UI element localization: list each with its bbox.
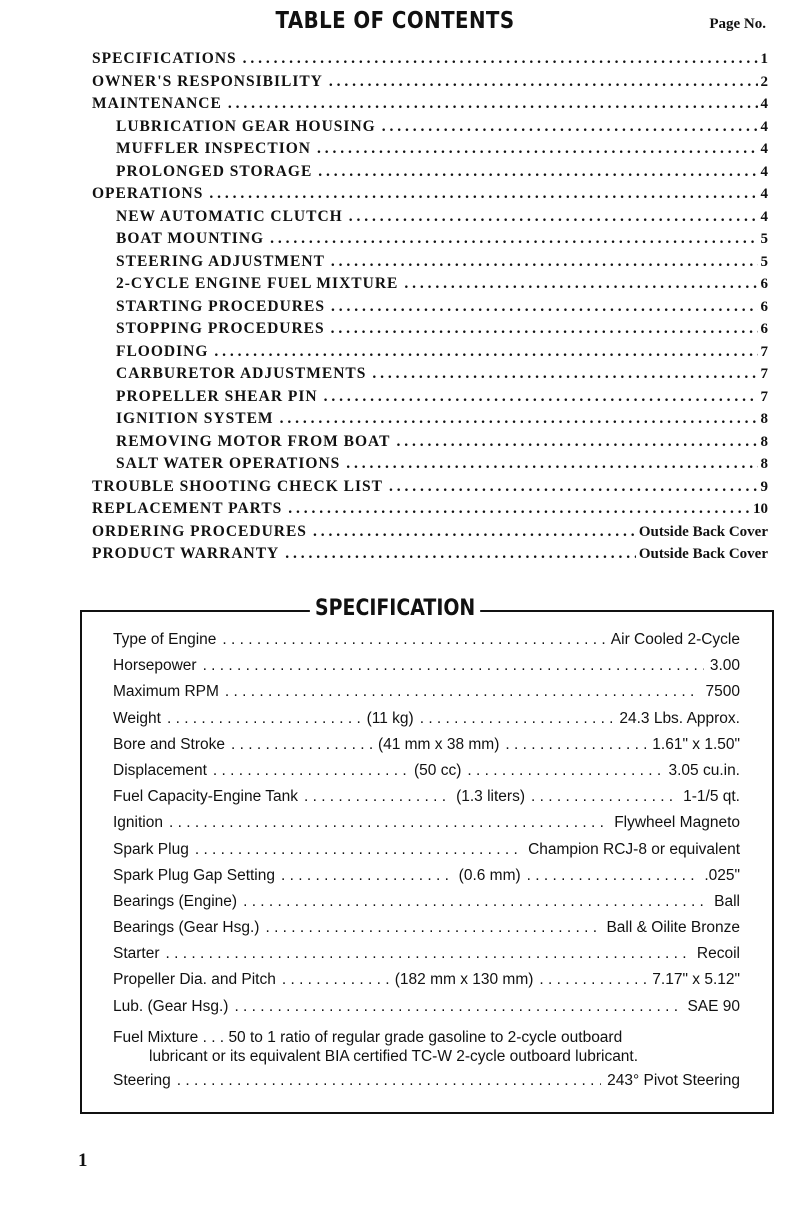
toc-entry-page: 10 [753, 501, 768, 517]
toc-entry [92, 365, 768, 388]
toc-entry-page: 4 [760, 141, 768, 157]
spec-label: Bore and Stroke [113, 735, 226, 753]
toc-entry-label: REPLACEMENT PARTS [92, 500, 283, 517]
spec-label: Propeller Dia. and Pitch [113, 971, 276, 989]
leader-dots [317, 140, 758, 158]
leader-dots [467, 762, 662, 780]
spec-row [113, 736, 740, 762]
toc-entry-page: 4 [760, 163, 768, 180]
toc-entry [92, 410, 768, 433]
leader-dots [209, 185, 757, 203]
spec-row [113, 893, 740, 919]
toc-entry-label: IGNITION SYSTEM [116, 410, 274, 427]
leader-dots [329, 73, 758, 91]
leader-dots [346, 455, 757, 473]
toc-entry-page: Outside Back Cover [638, 523, 768, 540]
toc-entry [92, 253, 768, 276]
leader-dots [304, 788, 450, 806]
spec-metric: (41 mm x 38 mm) [377, 735, 500, 753]
toc-entry-page: 8 [760, 411, 768, 427]
leader-dots [539, 971, 646, 989]
toc-entry-label: STARTING PROCEDURES [116, 297, 325, 315]
toc-entry-page: 7 [760, 343, 768, 360]
fuel-mixture [113, 1028, 740, 1066]
spec-value: Ball & Oilite Bronze [606, 919, 740, 937]
leader-dots [505, 736, 646, 754]
toc-entry [92, 230, 768, 253]
toc-entry-label: SALT WATER OPERATIONS [116, 455, 341, 472]
toc-entry [92, 73, 768, 96]
table-of-contents [92, 50, 768, 568]
toc-entry [92, 478, 768, 501]
spec-value: 7500 [705, 683, 740, 701]
toc-entry [92, 50, 768, 73]
leader-dots [404, 275, 757, 293]
leader-dots [222, 631, 604, 649]
spec-value: 24.3 Lbs. Approx. [619, 709, 740, 727]
spec-label: Horsepower [113, 657, 197, 675]
toc-entry [92, 388, 768, 411]
spec-label: Starter [113, 945, 160, 963]
toc-entry-label: NEW AUTOMATIC CLUTCH [116, 207, 343, 225]
leader-dots [177, 1072, 601, 1090]
toc-entry-page: 5 [760, 231, 768, 247]
toc-entry-page: 8 [760, 456, 768, 472]
leader-dots [234, 998, 681, 1016]
toc-entry-label: 2-CYCLE ENGINE FUEL MIXTURE [116, 275, 399, 292]
leader-dots [195, 841, 522, 859]
toc-entry [92, 140, 768, 163]
leader-dots [531, 788, 677, 806]
leader-dots [166, 945, 691, 963]
toc-entry-page: 4 [760, 186, 768, 202]
toc-entry-page: 6 [760, 298, 768, 315]
spec-metric: (0.6 mm) [458, 866, 521, 884]
toc-entry-page: 4 [760, 96, 768, 112]
spec-label: Ignition [113, 814, 163, 832]
leader-dots [225, 683, 700, 701]
spec-value: 1-1/5 qt. [683, 788, 740, 806]
spec-row [113, 683, 740, 709]
fuel-mixture-label: Fuel Mixture . . . [113, 1028, 225, 1046]
toc-entry-page: 2 [760, 73, 768, 90]
spec-value: Ball [714, 892, 740, 910]
spec-row [113, 814, 740, 840]
spec-row [113, 762, 740, 788]
toc-entry [92, 500, 768, 523]
toc-entry-label: MUFFLER INSPECTION [116, 140, 311, 157]
toc-entry [92, 343, 768, 366]
leader-dots [313, 523, 636, 541]
spec-row [113, 945, 740, 971]
toc-entry-page: Outside Back Cover [638, 546, 768, 562]
toc-entry [92, 118, 768, 141]
toc-entry-page: 8 [760, 433, 768, 450]
spec-label: Spark Plug [113, 840, 189, 858]
toc-entry-label: CARBURETOR ADJUSTMENTS [116, 365, 367, 382]
leader-dots [349, 208, 758, 226]
spec-value: 7.17" x 5.12" [652, 971, 740, 989]
specification-list [113, 631, 740, 1098]
page-no-header: Page No. [709, 16, 766, 32]
spec-row [113, 998, 740, 1024]
toc-entry-label: SPECIFICATIONS [92, 50, 237, 67]
toc-entry-label: FLOODING [116, 342, 209, 360]
leader-dots [382, 118, 758, 136]
toc-entry-page: 5 [760, 253, 768, 270]
leader-dots [420, 710, 614, 728]
toc-title: TABLE OF CONTENTS [275, 8, 515, 34]
spec-value: Flywheel Magneto [614, 814, 740, 832]
spec-value: Champion RCJ-8 or equivalent [528, 840, 740, 858]
leader-dots [288, 500, 750, 518]
spec-label: Fuel Capacity-Engine Tank [113, 788, 298, 806]
page-number: 1 [78, 1150, 88, 1171]
specification-title: SPECIFICATION [310, 596, 481, 621]
toc-entry [92, 95, 768, 118]
spec-value: .025" [704, 866, 740, 884]
leader-dots [372, 365, 757, 383]
leader-dots [389, 478, 758, 496]
toc-entry [92, 208, 768, 231]
leader-dots [282, 971, 389, 989]
toc-entry-page: 1 [760, 51, 768, 67]
leader-dots [231, 736, 372, 754]
spec-value: 243° Pivot Steering [607, 1071, 740, 1089]
spec-row [113, 710, 740, 736]
toc-entry [92, 320, 768, 343]
toc-entry-label: REMOVING MOTOR FROM BOAT [116, 432, 391, 450]
leader-dots [228, 95, 758, 113]
toc-entry-page: 9 [760, 478, 768, 495]
toc-entry [92, 185, 768, 208]
spec-row [113, 631, 740, 657]
toc-entry-label: BOAT MOUNTING [116, 230, 265, 247]
toc-entry-label: OPERATIONS [92, 185, 204, 202]
leader-dots [396, 433, 757, 451]
spec-value: 3.00 [709, 657, 740, 675]
spec-row-steering [113, 1072, 740, 1098]
spec-metric: (1.3 liters) [456, 788, 525, 806]
spec-label: Weight [113, 709, 161, 727]
leader-dots [243, 893, 708, 911]
leader-dots [285, 545, 636, 563]
toc-entry-page: 7 [760, 388, 768, 405]
leader-dots [280, 410, 758, 428]
spec-value: SAE 90 [687, 997, 740, 1015]
spec-metric: (182 mm x 130 mm) [394, 971, 534, 989]
toc-entry [92, 275, 768, 298]
toc-entry [92, 455, 768, 478]
spec-row [113, 971, 740, 997]
spec-row [113, 841, 740, 867]
toc-entry [92, 545, 768, 568]
toc-entry-page: 4 [760, 208, 768, 225]
spec-row [113, 919, 740, 945]
toc-entry [92, 433, 768, 456]
spec-label: Type of Engine [113, 631, 217, 648]
spec-label: Steering [113, 1071, 171, 1089]
leader-dots [281, 867, 453, 885]
leader-dots [167, 710, 361, 728]
leader-dots [527, 867, 699, 885]
leader-dots [331, 253, 758, 271]
toc-entry [92, 163, 768, 186]
spec-metric: (11 kg) [366, 709, 414, 727]
leader-dots [265, 919, 600, 937]
leader-dots [243, 50, 758, 68]
toc-entry-label: PROPELLER SHEAR PIN [116, 387, 318, 405]
toc-entry-label: MAINTENANCE [92, 95, 222, 112]
toc-entry-label: PROLONGED STORAGE [116, 162, 313, 180]
spec-value: 1.61" x 1.50" [652, 735, 740, 753]
leader-dots [331, 298, 758, 316]
toc-entry-label: OWNER'S RESPONSIBILITY [92, 72, 323, 90]
spec-metric: (50 cc) [414, 761, 462, 779]
spec-label: Bearings (Gear Hsg.) [113, 919, 260, 937]
specification-title-wrap [0, 596, 790, 621]
leader-dots [270, 230, 757, 248]
spec-label: Lub. (Gear Hsg.) [113, 997, 229, 1015]
toc-entry [92, 298, 768, 321]
spec-value: 3.05 cu.in. [668, 761, 740, 779]
toc-entry [92, 523, 768, 546]
leader-dots [318, 163, 757, 181]
toc-entry-label: ORDERING PROCEDURES [92, 522, 307, 540]
spec-label: Bearings (Engine) [113, 892, 238, 910]
leader-dots [331, 320, 758, 338]
spec-value: Recoil [696, 945, 740, 963]
toc-entry-page: 6 [760, 321, 768, 337]
toc-entry-label: STEERING ADJUSTMENT [116, 252, 325, 270]
leader-dots [214, 343, 757, 361]
leader-dots [169, 814, 608, 832]
toc-entry-page: 6 [760, 276, 768, 292]
fuel-mixture-line1: 50 to 1 ratio of regular grade gasoline to 2-cycle outboard [228, 1028, 623, 1046]
toc-entry-page: 7 [760, 366, 768, 382]
toc-entry-label: PRODUCT WARRANTY [92, 545, 280, 562]
fuel-mixture-line2: lubricant or its equivalent BIA certified TC-W 2-cycle outboard lubricant. [149, 1047, 639, 1065]
spec-value: Air Cooled 2-Cycle [610, 631, 740, 648]
toc-entry-page: 4 [760, 118, 768, 135]
leader-dots [203, 657, 704, 675]
toc-entry-label: STOPPING PROCEDURES [116, 320, 325, 337]
toc-entry-label: LUBRICATION GEAR HOUSING [116, 117, 376, 135]
leader-dots [324, 388, 758, 406]
spec-row [113, 657, 740, 683]
leader-dots [213, 762, 408, 780]
spec-label: Maximum RPM [113, 683, 219, 701]
spec-row [113, 867, 740, 893]
spec-label: Displacement [113, 761, 207, 779]
spec-row [113, 788, 740, 814]
toc-entry-label: TROUBLE SHOOTING CHECK LIST [92, 477, 383, 495]
spec-label: Spark Plug Gap Setting [113, 866, 275, 884]
spec-rows [113, 631, 740, 1024]
